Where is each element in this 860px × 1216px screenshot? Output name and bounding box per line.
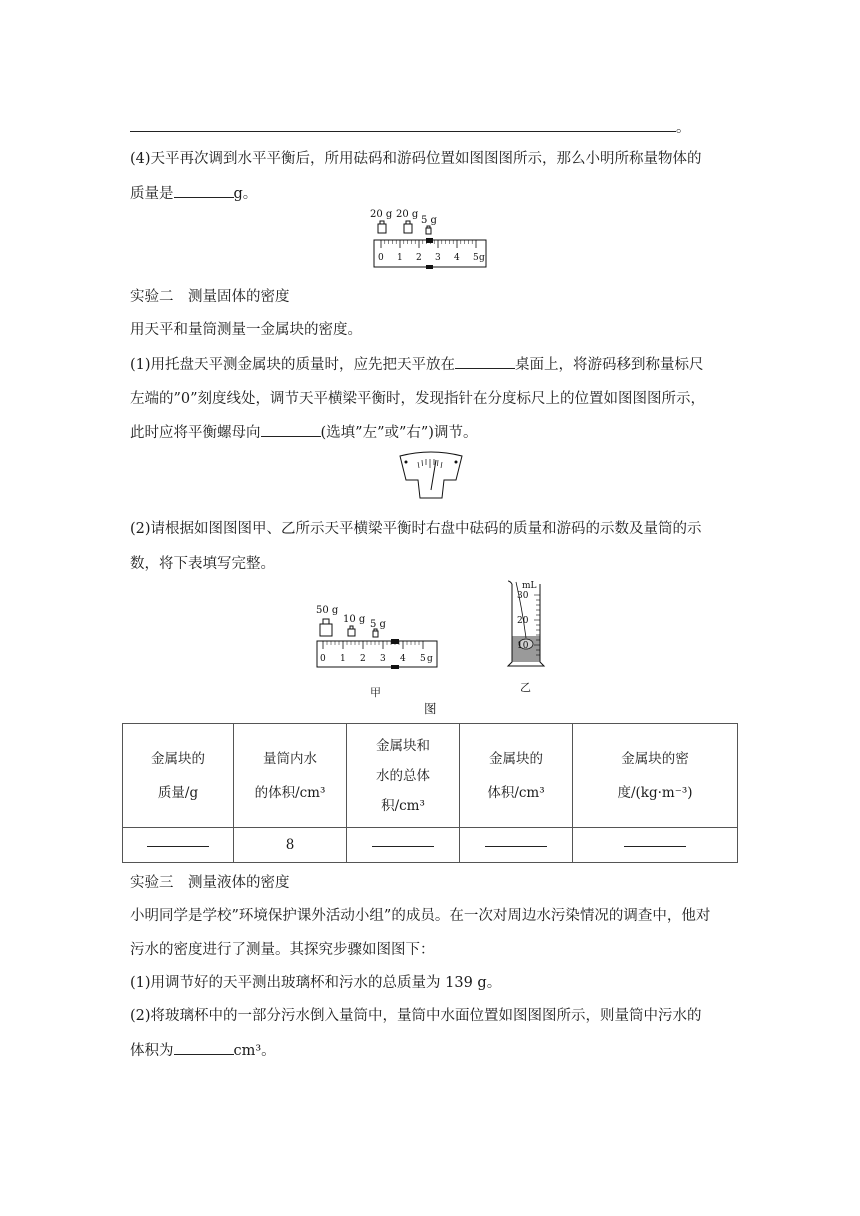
answer-blank <box>372 845 434 847</box>
text: 质量是 <box>130 186 174 202</box>
weight-icon <box>378 224 386 233</box>
ruler <box>374 240 486 267</box>
text: (1)用托盘天平测金属块的质量时，应先把天平放在 <box>130 357 456 373</box>
section-3-q2-line-1: (2)将玻璃杯中的一部分污水倒入量筒中，量筒中水面位置如图图图所示，则量筒中污水的 <box>130 1008 702 1024</box>
text: 桌面上，将游码移到称量标尺 <box>515 357 704 373</box>
weight-icon <box>404 224 412 233</box>
tick-label: 4 <box>400 654 406 664</box>
table-header-row <box>123 724 738 828</box>
section-3-q2-line-2 <box>130 1039 276 1060</box>
answer-blank <box>147 845 209 847</box>
figure-pointer-scale <box>396 450 466 502</box>
answer-blank <box>174 196 234 198</box>
cell-water-volume: 8 <box>234 828 347 863</box>
answer-blank <box>261 435 321 437</box>
figure-yi-cylinder <box>504 578 550 670</box>
answer-blank <box>624 845 686 847</box>
section-2-q2-line-1: (2)请根据如图图图甲、乙所示天平横梁平衡时右盘中砝码的质量和游码的示数及量筒的示 <box>130 521 702 537</box>
rider <box>426 238 433 243</box>
section-heading-2: 实验二 测量固体的密度 <box>130 289 290 305</box>
weight-label: 5 g <box>370 619 386 630</box>
caption-jia: 甲 <box>370 686 381 699</box>
tick-label: 0 <box>378 253 384 263</box>
section-3-intro-line-2: 污水的密度进行了测量。其探究步骤如图图下： <box>130 942 435 958</box>
tick-label: 3 <box>380 654 386 664</box>
figure-jia-weights-rider <box>312 600 444 682</box>
cylinder-mark: 20 <box>517 616 529 626</box>
tick-label: 3 <box>435 253 441 263</box>
rider <box>391 639 399 644</box>
pointer <box>431 460 436 490</box>
header-cell: 金属块的密 度/(kg·m⁻³) <box>573 724 738 828</box>
cell-metal-volume <box>460 828 573 863</box>
question-4-line-1: (4)天平再次调到水平平衡后，所用砝码和游码位置如图图图所示，那么小明所称量物体的 <box>130 151 702 167</box>
weight-label: 20 g <box>396 209 419 220</box>
section-2-q1-line-2: 左端的”0”刻度线处，调节天平横梁平衡时，发现指针在分度标尺上的位置如图图图所示， <box>130 391 706 407</box>
text: cm³。 <box>233 1043 276 1059</box>
weight-label: 50 g <box>316 605 339 616</box>
text: 体积为 <box>130 1043 174 1059</box>
header-cell: 金属块和 水的总体 积/cm³ <box>347 724 460 828</box>
table-row <box>123 828 738 863</box>
cell-total-volume <box>347 828 460 863</box>
text: g。 <box>233 186 258 202</box>
header-cell: 金属块的 质量/g <box>123 724 234 828</box>
cylinder-unit: mL <box>522 581 537 591</box>
tick-label: 1 <box>397 253 403 263</box>
weight-icon <box>426 228 431 234</box>
rider-bottom <box>391 665 399 669</box>
text: 此时应将平衡螺母向 <box>130 425 261 441</box>
tick-label: 5 <box>420 654 426 664</box>
data-table <box>122 723 738 863</box>
tick-label: 0 <box>320 654 326 664</box>
section-2-intro: 用天平和量筒测量一金属块的密度。 <box>130 322 362 338</box>
cylinder-mark: 30 <box>517 591 529 601</box>
tick-label: 2 <box>360 654 366 664</box>
weight-label: 10 g <box>343 614 366 625</box>
answer-blank <box>485 845 547 847</box>
answer-blank <box>455 367 515 369</box>
weight-label: 20 g <box>370 209 393 220</box>
question-4-line-2 <box>130 182 257 203</box>
tick-label: g <box>479 253 485 263</box>
figure-weights-rider-1 <box>366 207 490 271</box>
weight-icon <box>348 629 355 636</box>
tick-label: 2 <box>416 253 422 263</box>
tick-label: g <box>427 654 433 664</box>
section-3-intro-line-1: 小明同学是学校”环境保护课外活动小组”的成员。在一次对周边水污染情况的调查中，他对 <box>130 908 711 924</box>
weight-icon <box>373 631 378 637</box>
cylinder-mark: 10 <box>517 641 529 651</box>
answer-blank <box>174 1053 234 1055</box>
tick-label: 4 <box>454 253 460 263</box>
section-2-q1-line-3 <box>130 421 477 442</box>
section-2-q2-line-2: 数，将下表填写完整。 <box>130 556 275 572</box>
header-cell: 金属块的 体积/cm³ <box>460 724 573 828</box>
answer-line-top <box>130 116 691 137</box>
weight-icon <box>320 624 332 636</box>
header-cell: 量筒内水 的体积/cm³ <box>234 724 347 828</box>
cell-mass <box>123 828 234 863</box>
text: (选填”左”或”右”)调节。 <box>320 425 478 441</box>
tick-label: 1 <box>340 654 346 664</box>
caption-yi: 乙 <box>520 681 531 694</box>
answer-blank <box>130 130 676 132</box>
caption-figure: 图 <box>424 701 437 716</box>
cell-density <box>573 828 738 863</box>
section-2-q1-line-1 <box>130 353 704 374</box>
weight-label: 5 g <box>421 215 437 226</box>
section-heading-3: 实验三 测量液体的密度 <box>130 875 290 891</box>
tick-label: 5 <box>473 253 479 263</box>
rider-bottom <box>426 265 433 269</box>
section-3-q1: (1)用调节好的天平测出玻璃杯和污水的总质量为 139 g。 <box>130 975 502 991</box>
period: 。 <box>676 120 691 136</box>
